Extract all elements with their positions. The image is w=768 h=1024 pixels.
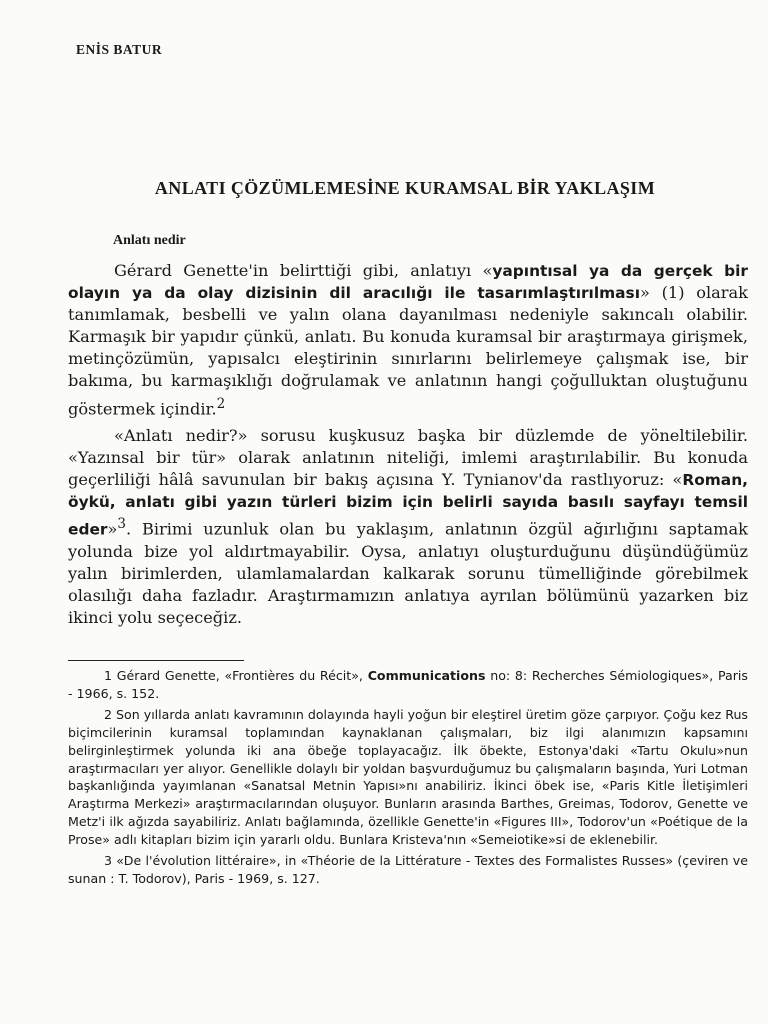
footnote-1-text-b: no: 8: Recherches Sémiologiques», Paris - 1966, s. 152.: [68, 668, 748, 701]
body-text: [68, 260, 748, 634]
paragraph-1: [68, 260, 748, 420]
tynianov-quote: Roman, öykü, anlatı gibi yazın türleri bizim için belirli sayıda basılı sayfayı temsil eder: [68, 471, 748, 539]
footnote-1-journal: Communications: [367, 668, 486, 683]
chapter-title: ANLATI ÇÖZÜMLEMESİNE KURAMSAL BİR YAKLAŞIM: [154, 178, 656, 198]
genette-definition-quote: yapıntısal ya da gerçek bir olayın ya da olay dizisinin dil aracılığı ile tasarımlaştırılması: [68, 262, 748, 303]
running-head-author: ENİS BATUR: [76, 42, 163, 57]
paragraph-2-text-b: . Birimi uzunluk olan bu yaklaşım, anlatının özgül ağırlığını saptamak yolunda bize yol aldırtmayabilir. Oysa, anlatıyı oluşturduğunu düşündüğümüz yalın birimlerden, ulamlamalardan kalkarak sorunu tümelliğinde görebilmek olasılığı daha fazladır. Araştırmamızın anlatıya ayrılan bölümünü yazarken biz ikinci yolu seçeceğiz.: [68, 519, 748, 628]
footnote-3: 3 «De l'évolution littéraire», in «Théorie de la Littérature - Textes des Formalistes Russes» (çeviren ve sunan : T. Todorov), Paris - 1969, s. 127.: [68, 853, 748, 886]
footnote-1-text-a: 1 Gérard Genette, «Frontières du Récit»,: [104, 668, 368, 683]
paragraph-2-text-a: «Anlatı nedir?» sorusu kuşkusuz başka bir düzlemde de yöneltilebilir. «Yazınsal bir tür» olarak anlatının niteliği, imlemi araştırılabilir. Bu konuda geçerliliği hâlâ savunulan bir bakış açısına Y. Tynianov'da rastlıyoruz: «: [68, 426, 748, 490]
footnote-separator-rule: [68, 660, 244, 661]
footnote-1: [68, 667, 748, 703]
section-subheading: Anlatı nedir: [113, 233, 186, 248]
footnote-ref-3: 3: [117, 516, 126, 533]
footnote-ref-2: 2: [216, 395, 226, 412]
footnotes: [68, 667, 748, 891]
paragraph-1-text-a: Gérard Genette'in belirttiği gibi, anlatıyı «: [114, 261, 493, 280]
footnote-2: 2 Son yıllarda anlatı kavramının dolayında hayli yoğun bir eleştirel üretim göze çarpıyor. Çoğu kez Rus biçimcilerinin kuramsal toplamından kaynaklanan çalışmaları, biz ilgi alanımızın kapsamını belirginleştirmek yolunda iki ana öbeğe toplayacağız. İlk öbekte, Estonya'daki «Tartu Okulu»nun araştırmacıları yer alıyor. Genellikle dolaylı bir yoldan başvurduğumuz bu çalışmaların başında, Yuri Lotman başkanlığında yayımlanan «Sanatsal Metnin Yapısı»nı anabiliriz. İkinci öbek ise, «Paris Kitle İletişimleri Araştırma Merkezi» araştırmacılarından oluşuyor. Bunların arasında Barthes, Greimas, Todorov, Genette ve Metz'i ilk ağızda sayabiliriz. Anlatı bağlamında, özellikle Genette'in «Figures III», Todorov'un «Poétique de la Prose» adlı kitapları bizim için yararlı oldu. Bunlara Kristeva'nın «Semeiotike»si de eklenebilir.: [68, 706, 748, 848]
paragraph-2: [68, 425, 748, 629]
paragraph-2-quote-close: »: [107, 519, 118, 539]
paragraph-1-text-b: » (1) olarak tanımlamak, besbelli ve yalın olana dayanılması nedeniyle sakıncalı olabilir. Karmaşık bir yapıdır çünkü, anlatı. Bu konuda kuramsal bir araştırmaya girişmek, metinçözümün, yapısalcı eleştirinin sınırlarını belirlemeye çalışmak ise, bir bakıma, bu karmaşıklığı doğrulamak ve anlatının hangi çoğulluktan oluştuğunu göstermek içindir.: [68, 283, 748, 418]
